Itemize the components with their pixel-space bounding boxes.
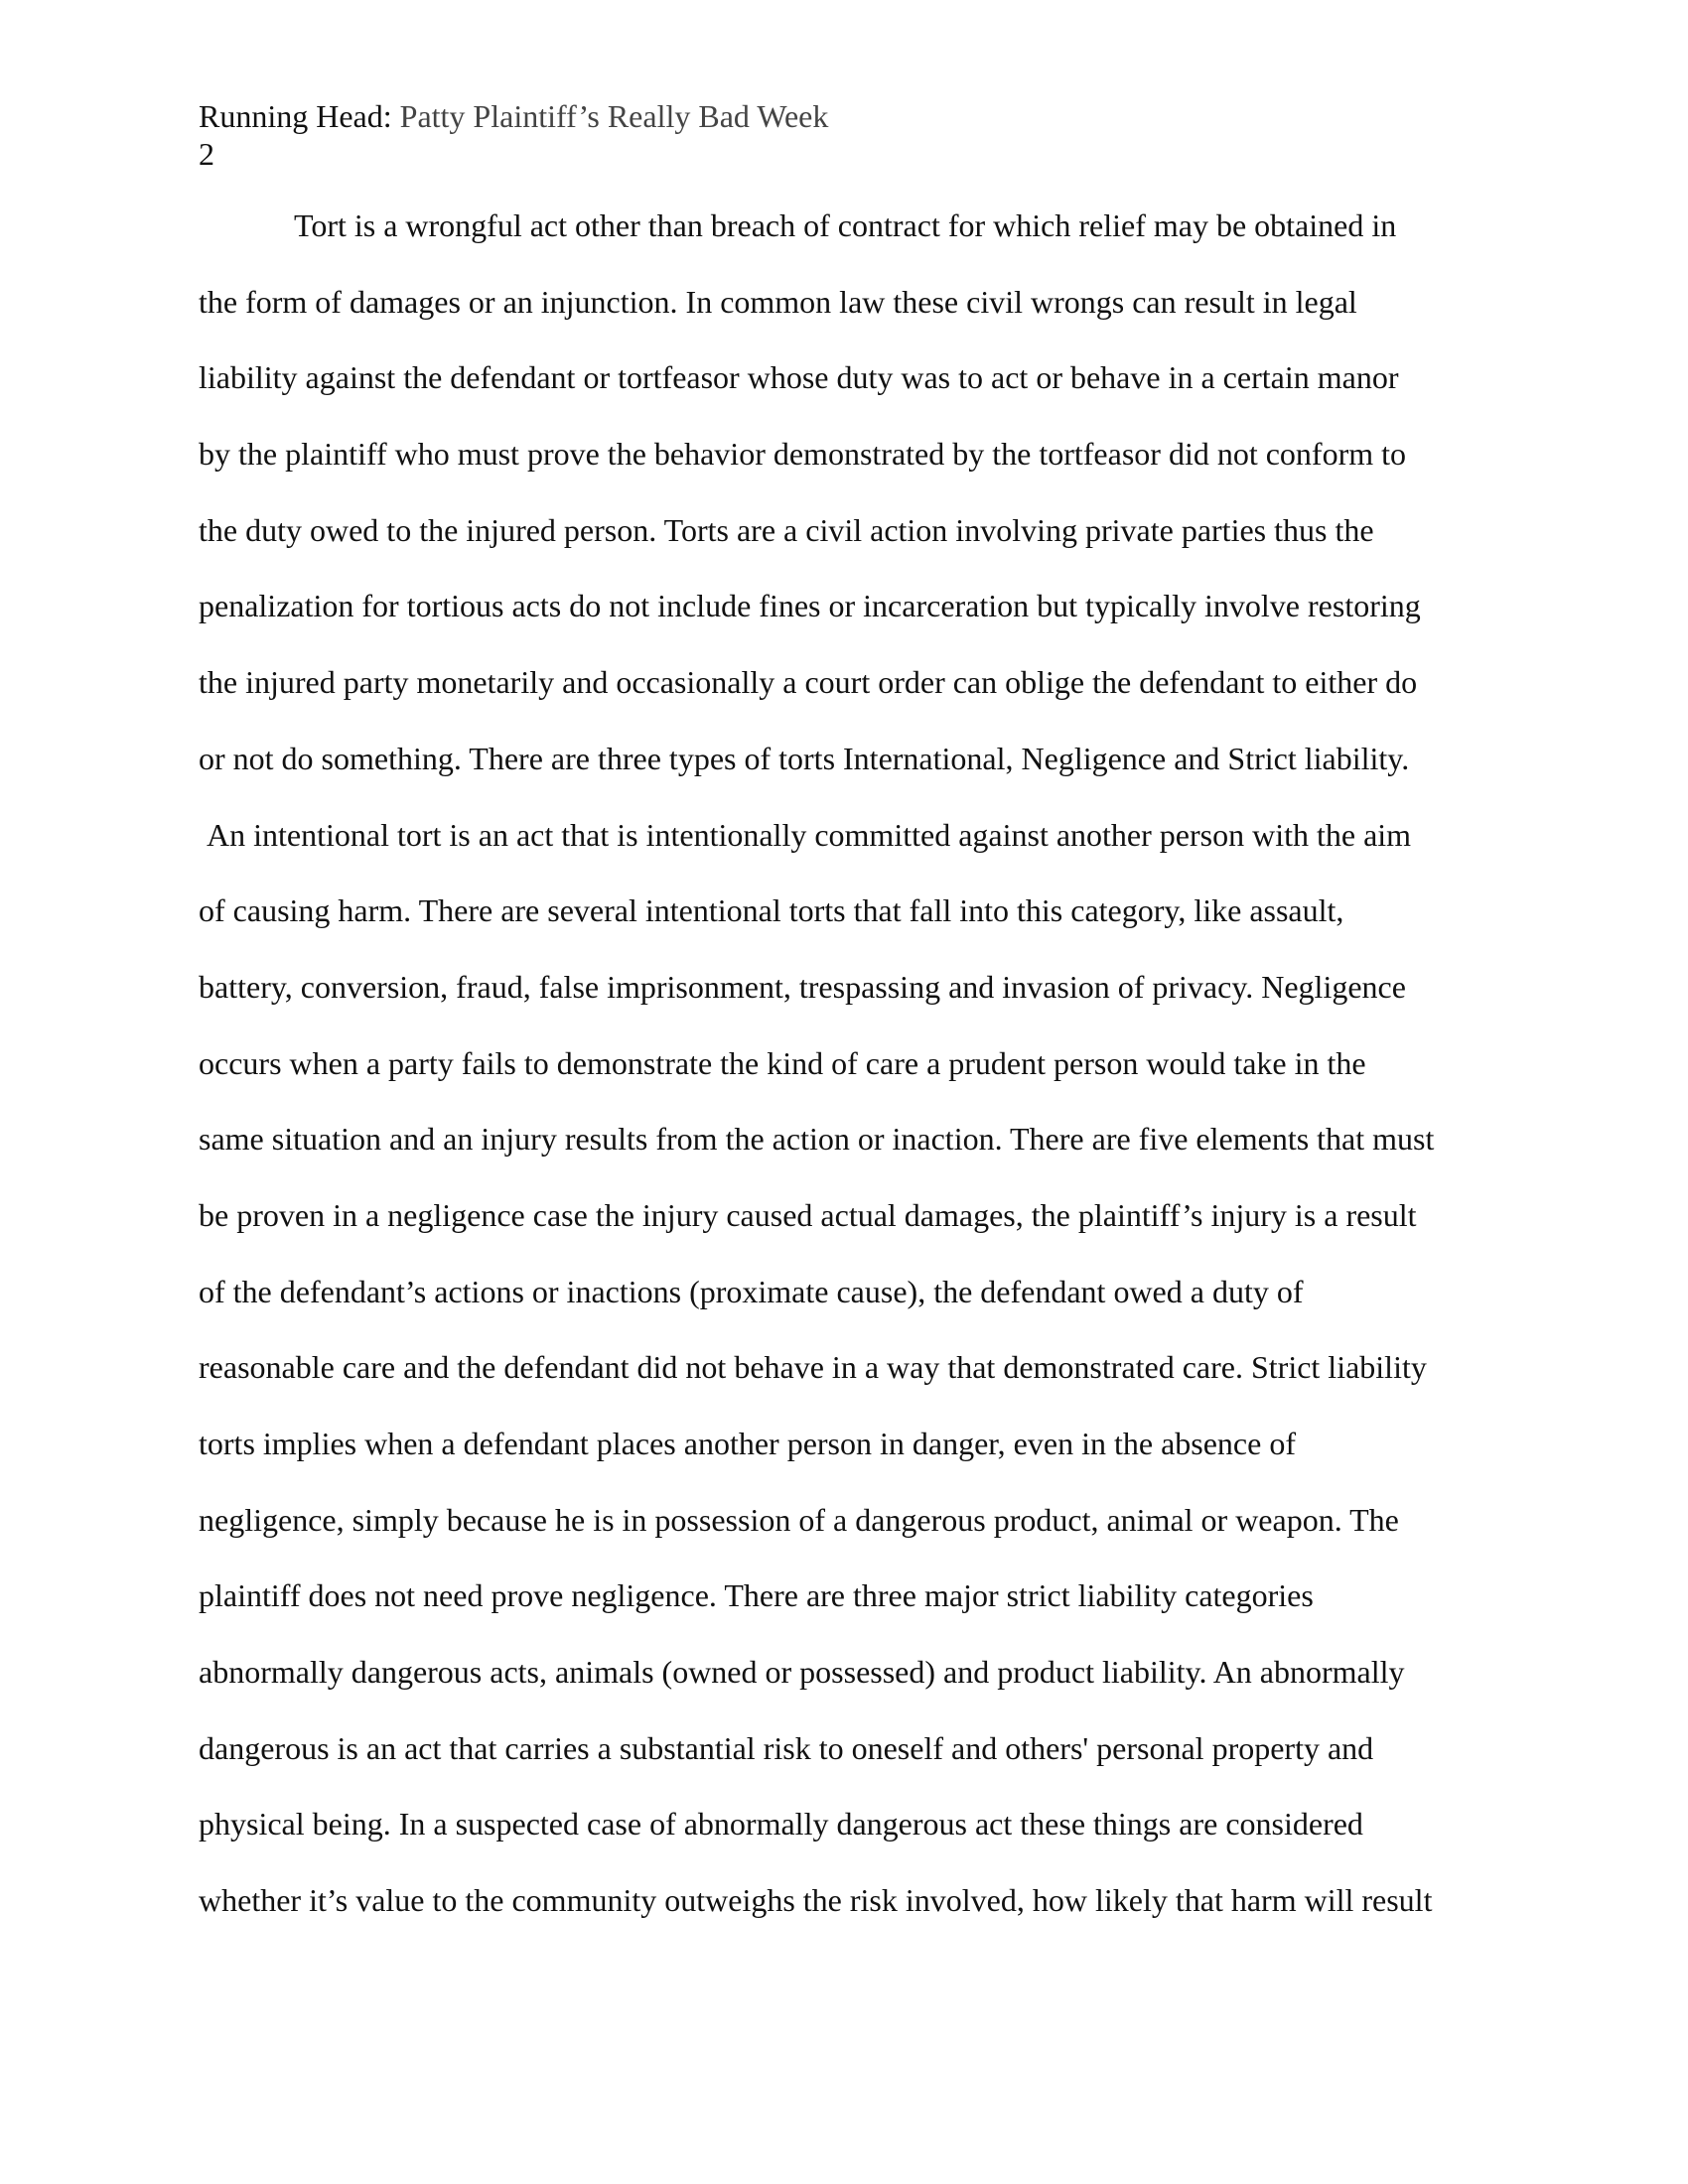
text-line: penalization for tortious acts do not include fines or incarceration but typically involve restoring (199, 588, 1421, 624)
text-line: be proven in a negligence case the injury caused actual damages, the plaintiff’s injury is a result (199, 1196, 1417, 1233)
text-line: negligence, simply because he is in possession of a dangerous product, animal or weapon. The (199, 1501, 1399, 1538)
running-head-line (199, 97, 828, 135)
text-line: abnormally dangerous acts, animals (owned or possessed) and product liability. An abnormally (199, 1654, 1405, 1691)
text-line: of causing harm. There are several intentional torts that fall into this category, like assault, (199, 892, 1344, 929)
text-line: An intentional tort is an act that is intentionally committed against another person with the aim (207, 816, 1412, 853)
text-line: same situation and an injury results from the action or inaction. There are five elements that must (199, 1121, 1435, 1158)
running-head (199, 97, 828, 173)
running-head-label: Running Head: (199, 98, 392, 134)
text-line: plaintiff does not need prove negligence. There are three major strict liability categories (199, 1577, 1314, 1614)
text-line: by the plaintiff who must prove the behavior demonstrated by the tortfeasor did not conform to (199, 436, 1407, 473)
running-head-title: Patty Plaintiff’s Really Bad Week (399, 98, 829, 134)
text-line: reasonable care and the defendant did not behave in a way that demonstrated care. Strict liability (199, 1349, 1427, 1386)
page-number: 2 (199, 136, 214, 172)
text-line: dangerous is an act that carries a substantial risk to oneself and others' personal property and (199, 1729, 1374, 1766)
body-paragraph (199, 205, 1489, 1957)
text-line: Tort is a wrongful act other than breach of contract for which relief may be obtained in (294, 207, 1397, 243)
text-line: or not do something. There are three types of torts International, Negligence and Strict liability. (199, 740, 1410, 776)
text-line: of the defendant’s actions or inactions (proximate cause), the defendant owed a duty of (199, 1273, 1304, 1309)
text-line: the form of damages or an injunction. In common law these civil wrongs can result in legal (199, 283, 1357, 320)
text-line: occurs when a party fails to demonstrate the kind of care a prudent person would take in the (199, 1044, 1366, 1081)
text-line: liability against the defendant or tortfeasor whose duty was to act or behave in a certain manor (199, 359, 1399, 396)
text-line: whether it’s value to the community outweighs the risk involved, how likely that harm will result (199, 1882, 1433, 1919)
text-line: torts implies when a defendant places another person in danger, even in the absence of (199, 1426, 1296, 1461)
text-line: physical being. In a suspected case of abnormally dangerous act these things are considered (199, 1806, 1363, 1843)
text-line: the duty owed to the injured person. Torts are a civil action involving private parties thus the (199, 511, 1374, 548)
text-line: battery, conversion, fraud, false imprisonment, trespassing and invasion of privacy. Negligence (199, 968, 1406, 1005)
text-line: the injured party monetarily and occasionally a court order can oblige the defendant to either do (199, 664, 1418, 701)
